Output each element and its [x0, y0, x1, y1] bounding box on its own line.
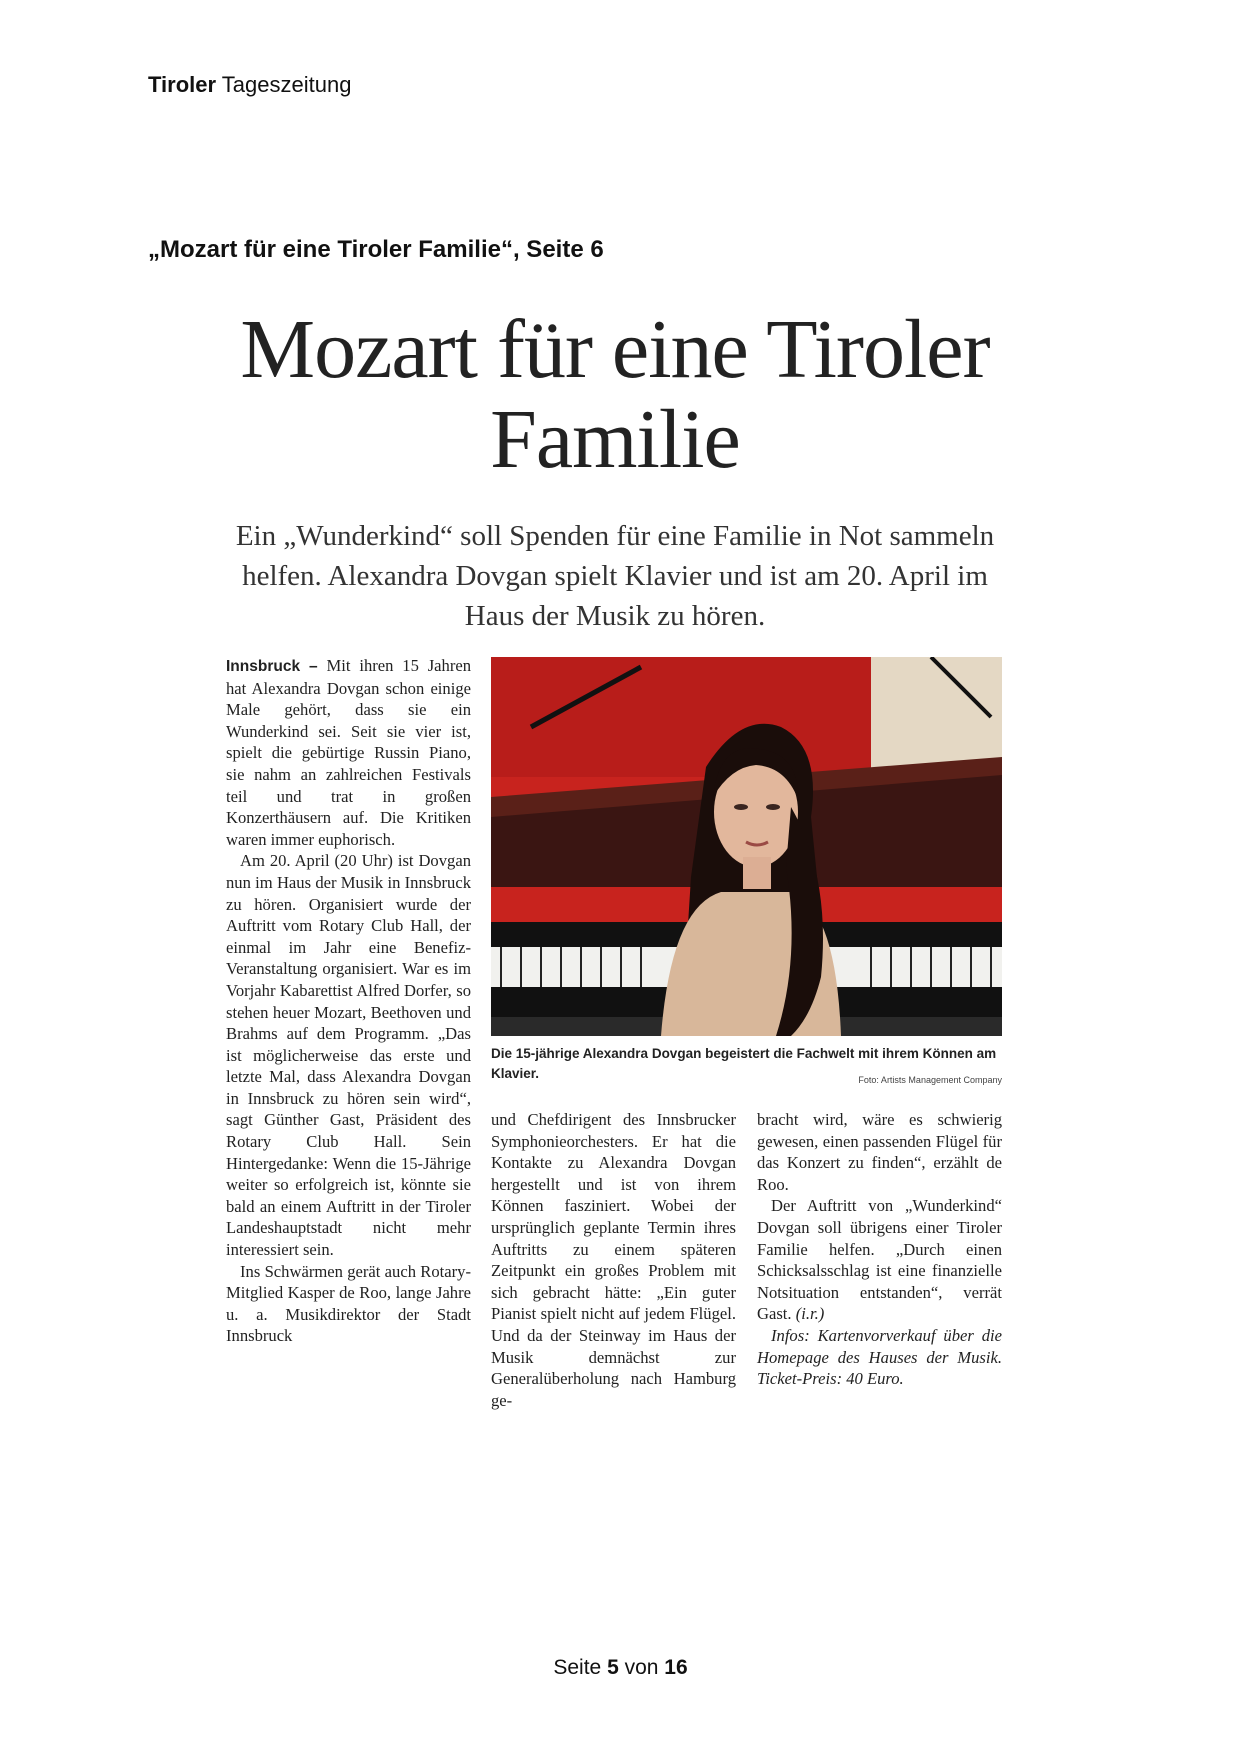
page-number: [0, 1656, 1241, 1680]
total-pages: 16: [664, 1656, 688, 1679]
article-headline: Mozart für eine Tiroler Familie: [240, 303, 990, 486]
current-page: 5: [607, 1656, 619, 1679]
author-initials: (i.r.): [795, 1304, 825, 1324]
photo-credit: Foto: Artists Management Company: [858, 1075, 1002, 1085]
article-column-2: [491, 1109, 736, 1411]
page-middle: von: [624, 1656, 659, 1679]
article-column-1: [226, 655, 471, 1435]
paragraph: Mit ihren 15 Jahren hat Alexandra Dovgan schon einige Male gehört, dass sie ein Wunderkind sei. Seit sie vier ist, spielt die gebürtige Russin Piano, sie nahm an zahlreichen Festivals teil und trat in großen Konzerthäusern auf. Die Kritiken waren immer euphorisch.: [226, 656, 472, 849]
paragraph: Am 20. April (20 Uhr) ist Dovgan nun im Haus der Musik in Innsbruck zu hören. Organisiert wurde der Auftritt vom Rotary Club Hall, der einmal im Jahr eine Benefiz-Veranstaltung organisiert. War es im Vorjahr Kabarettist Alfred Dorfer, so stehen heuer Mozart, Beethoven und Brahms auf dem Programm. „Das ist möglicherweise das erste und letzte Mal, dass Alexandra Dovgan in Innsbruck zu hören sein wird“, sagt Günther Gast, Präsident des Rotary Club Hall. Sein Hintergedanke: Wenn die 15-Jährige weiter so erfolgreich ist, könnte sie bald an einem Auftritt in der Tiroler Landeshauptstadt nicht mehr interessiert sein.: [226, 851, 471, 1260]
paragraph: Ins Schwärmen gerät auch Rotary-Mitglied Kasper de Roo, lange Jahre u. a. Musikdirektor der Stadt Innsbruck: [226, 1261, 471, 1346]
article-subhead: Ein „Wunderkind“ soll Spenden für eine Familie in Not sammeln helfen. Alexandra Dovgan spielt Klavier und ist am 20. April im Haus der Musik zu hören.: [235, 520, 995, 632]
pianist-photo-illustration: [491, 657, 1002, 1036]
article-reference-title: „Mozart für eine Tiroler Familie“, Seite 6: [148, 236, 604, 263]
masthead-regular: Tageszeitung: [221, 72, 352, 97]
page-prefix: Seite: [553, 1656, 602, 1679]
newspaper-masthead: [148, 72, 351, 98]
photo-caption: Die 15-jährige Alexandra Dovgan begeistert die Fachwelt mit ihrem Können am Klavier.: [491, 1046, 997, 1081]
masthead-bold: Tiroler: [148, 72, 217, 97]
paragraph: Der Auftritt von „Wunderkind“ Dovgan soll übrigens einer Tiroler Familie helfen. „Durch einen Schicksalsschlag ist eine finanzielle Notsituation entstanden“, verrät Gast.: [757, 1196, 1002, 1324]
article-column-3: [757, 1109, 1002, 1390]
paragraph: und Chefdirigent des Innsbrucker Symphonieorchesters. Er hat die Kontakte zu Alexandra Dovgan hergestellt und ist von ihrem Können fasziniert. Wobei der ursprünglich geplante Termin ihres Auftritts zu einem späteren Zeitpunkt ein großes Problem mit sich gebracht hätte: „Ein guter Pianist spielt nicht auf jedem Flügel. Und da der Steinway im Haus der Musik demnächst zur Generalüberholung nach Hamburg ge-: [491, 1110, 736, 1410]
paragraph: bracht wird, wäre es schwierig gewesen, einen passenden Flügel für das Konzert zu finden“, erzählt de Roo.: [757, 1110, 1002, 1194]
info-box: Infos: Kartenvorverkauf über die Homepage des Hauses der Musik. Ticket-Preis: 40 Euro.: [757, 1325, 1002, 1389]
dateline: Innsbruck –: [226, 658, 318, 675]
article-photo: [491, 657, 1002, 1036]
